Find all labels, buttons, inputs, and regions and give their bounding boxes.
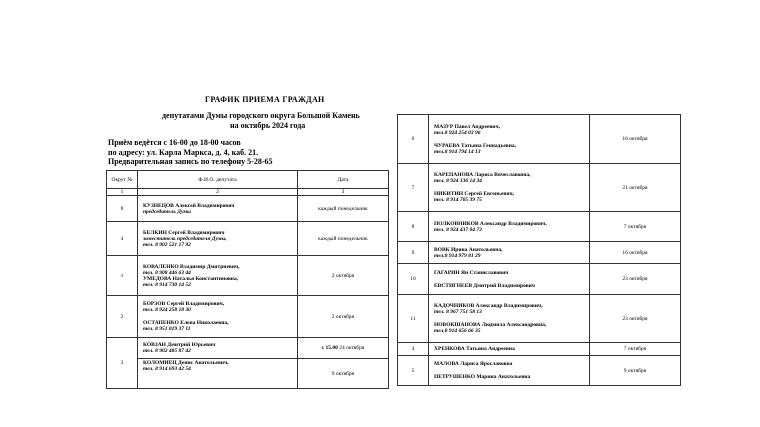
deputy-cell: [138, 196, 298, 222]
deputy-cell: [429, 115, 590, 164]
deputy-name: ОСТАПЕНКО Елена Николаевна,: [143, 320, 229, 326]
schedule-table-left: [106, 170, 389, 389]
date-cell: 23 октября: [590, 295, 681, 343]
date-cell: 7 октября: [590, 212, 681, 242]
table-row: [398, 212, 681, 242]
deputy-cell: [138, 256, 298, 296]
date-cell: 9 октября: [298, 359, 389, 389]
time-start: с 15.00: [321, 345, 338, 351]
deputy-phone: тел. 8 914 730 14 52: [143, 281, 191, 288]
deputy-name: ЧУРАЕВА Татьяна Геннадьевна,: [434, 142, 517, 149]
table-row: [398, 242, 681, 264]
table-index-row: [107, 189, 389, 196]
table-row: [398, 164, 681, 212]
deputy-cell: [429, 264, 590, 295]
deputy-phone: тел. 8 924 258 18 30: [143, 307, 191, 313]
date-cell: 9 октября: [590, 356, 681, 386]
reception-address: по адресу: ул. Карла Маркса, д. 4, каб. 21.: [108, 147, 259, 157]
deputy-cell: [138, 359, 298, 389]
district-cell: 7: [398, 164, 429, 212]
district-cell: 8: [398, 212, 429, 242]
deputy-cell: [429, 295, 590, 343]
deputy-name: КАДОЧНИКОВ Александр Владимирович,: [434, 303, 543, 309]
deputy-name: БЕЛКИН Сергей Владимирович: [143, 229, 225, 236]
deputy-phone: тел.8 914 794 14 13: [434, 148, 481, 155]
date-cell: 21 октября: [590, 164, 681, 212]
deputy-name: КАРЕПАНОВА Лариса Вячеславовна,: [434, 172, 531, 178]
deputy-cell: [429, 242, 590, 264]
deputy-phone: тел. 8 967 751 58 13: [434, 309, 482, 315]
table-row: [107, 338, 389, 359]
district-cell: 4: [107, 222, 138, 256]
deputy-name: ХРЕНКОВА Татьяна Андреевна: [434, 346, 515, 352]
table-row: [398, 356, 681, 386]
table-row: [398, 295, 681, 343]
date-cell: каждый понедельник: [298, 222, 389, 256]
deputy-role: заместитель председателя Думы,: [143, 235, 227, 242]
district-cell: 11: [398, 295, 429, 343]
deputy-name: ПЕТРУШЕНКО Марина Анатольевна: [434, 374, 531, 380]
reception-info: [108, 138, 273, 167]
table-row: [107, 222, 389, 256]
table-header-row: [107, 171, 389, 189]
deputy-cell: [429, 212, 590, 242]
deputy-name: КОЛОМИЕЦ Денис Анатольевич,: [143, 360, 229, 366]
deputy-name: МАЗУР Павел Андреевич,: [434, 123, 500, 130]
district-cell: 2: [107, 296, 138, 338]
deputy-name: ЕВСТИГНЕЕВ Дмитрий Владимирович: [434, 282, 535, 289]
date-cell: каждый понедельник: [298, 196, 389, 222]
date-value: 24 октября: [337, 345, 365, 351]
district-cell: 8: [107, 196, 138, 222]
index-cell: 3: [298, 189, 389, 196]
date-cell: [298, 338, 389, 359]
page-subtitle: депутатами Думы городского округа Большой Камень: [162, 111, 360, 120]
date-cell: 7 октября: [590, 343, 681, 356]
district-cell: 10: [398, 264, 429, 295]
deputy-phone: тел. 8 914 693 42 54: [143, 366, 191, 372]
district-cell: 1: [107, 256, 138, 296]
table-row: [107, 296, 389, 338]
date-cell: 16 октября: [590, 242, 681, 264]
district-cell: 3: [107, 338, 138, 389]
deputy-cell: [429, 356, 590, 386]
deputy-cell: [138, 296, 298, 338]
date-cell: 2 октября: [298, 256, 389, 296]
deputy-name: КОВЗАН Дмитрий Юрьевич: [143, 342, 216, 348]
header-district: Округ №: [107, 171, 138, 189]
district-cell: 4: [398, 343, 429, 356]
page-period: на октябрь 2024 года: [230, 121, 306, 130]
deputy-phone: тел. 8 951 019 37 11: [143, 326, 191, 332]
deputy-name: НИКИТИН Сергей Евгеньевич,: [434, 191, 515, 197]
district-cell: 9: [398, 242, 429, 264]
page-title: ГРАФИК ПРИЕМА ГРАЖДАН: [205, 95, 325, 104]
district-cell: 6: [398, 115, 429, 164]
deputy-name: НОВОКШАНОВА Людмила Александровна,: [434, 322, 547, 328]
deputy-cell: [429, 164, 590, 212]
schedule-table-right: [397, 114, 681, 386]
deputy-phone: тел.8 914 656 66 35: [434, 328, 481, 334]
index-cell: 2: [138, 189, 298, 196]
deputy-phone: тел.8 914 979 81 29: [434, 252, 481, 259]
deputy-name: ВОВК Ирина Анатольевна,: [434, 246, 503, 253]
deputy-phone: тел.8 924 254 03 96: [434, 129, 481, 136]
deputy-phone: тел. 8 914 705 39 75: [434, 197, 482, 203]
table-row: [398, 343, 681, 356]
date-cell: 2 октября: [298, 296, 389, 338]
deputy-cell: [138, 222, 298, 256]
deputy-name: КУЗНЕЦОВ Алексей Владимирович: [143, 202, 235, 209]
table-row: [107, 359, 389, 389]
deputy-phone: тел. 8 908 446 63 44: [143, 269, 191, 276]
reception-phone: Предварительная запись по телефону 5-28-65: [108, 157, 273, 166]
deputy-phone: тел. 8 924 136 14 34: [434, 178, 482, 184]
deputy-name: УМЕДОВА Наталья Константиновна,: [143, 275, 239, 282]
deputy-name: БОРЗОВ Сергей Владимирович,: [143, 301, 225, 307]
header-name: Ф.И.О. депутата: [138, 171, 298, 189]
district-cell: 5: [398, 356, 429, 386]
deputy-cell: [429, 343, 590, 356]
deputy-role: председатель Думы: [143, 208, 191, 215]
header-date: Дата: [298, 171, 389, 189]
deputy-name: ПОЛКОВНИКОВ Александр Владимирович,: [434, 220, 547, 227]
deputy-phone: тел. 8 924 437 04 73: [434, 226, 482, 233]
deputy-phone: тел. 8 902 485 87 42: [143, 348, 191, 354]
table-row: [107, 256, 389, 296]
deputy-name: КОВАЛЕНКО Владимир Дмитриевич,: [143, 263, 240, 270]
reception-hours: Приём ведётся с 16-00 до 18-00 часов: [108, 138, 241, 147]
table-row: [398, 264, 681, 295]
table-row: [398, 115, 681, 164]
deputy-name: ГАГАРИН Ян Станиславович: [434, 269, 509, 276]
deputy-cell: [138, 338, 298, 359]
index-cell: 1: [107, 189, 138, 196]
deputy-name: МАЛОВА Лариса Ярославовна: [434, 361, 513, 367]
date-cell: 16 октября: [590, 115, 681, 164]
deputy-phone: тел. 8 902 521 17 92: [143, 241, 191, 248]
table-row: [107, 196, 389, 222]
date-cell: 23 октября: [590, 264, 681, 295]
